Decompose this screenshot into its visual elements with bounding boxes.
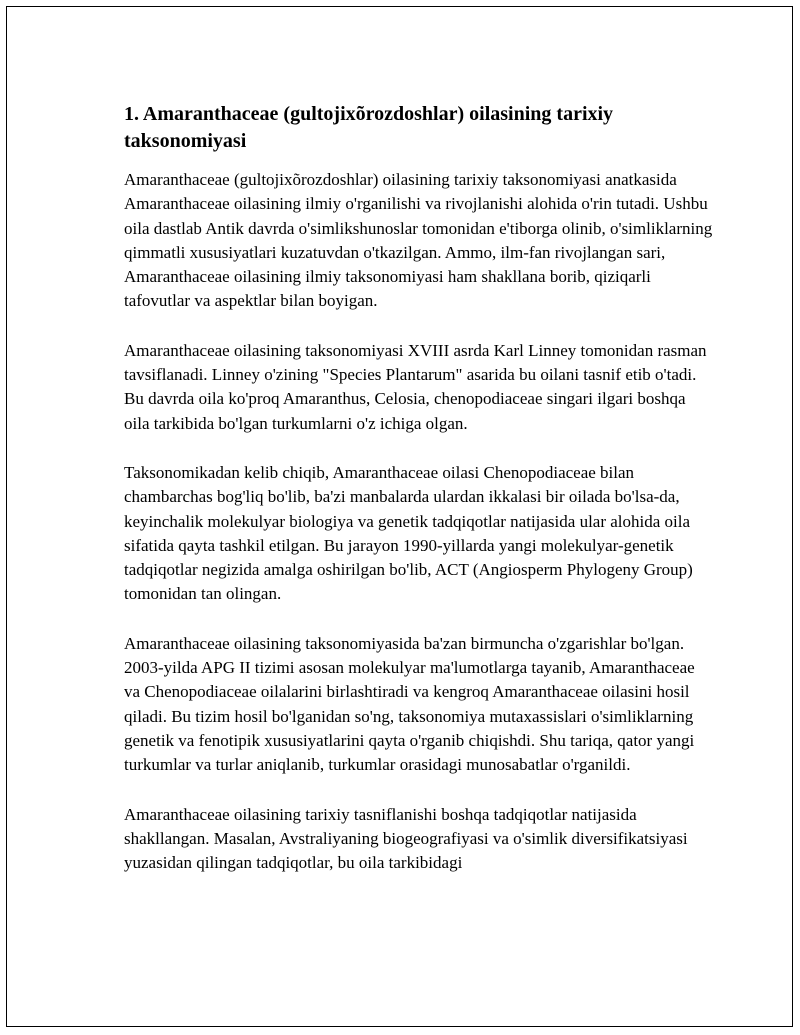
- paragraph-1: Amaranthaceae (gultojixõrozdoshlar) oilasining tarixiy taksonomiyasi anatkasida Amaranthaceae oilasining ilmiy o'rganilishi va rivojlanishi alohida o'rin tutadi. Ushbu oila dastlab Antik davrda o'simlikshunoslar tomonidan e'tiborga olinib, o'simliklarning qimmatli xususiyatlari kuzatuvdan o'tkazilgan. Ammo, ilm-fan rivojlangan sari, Amaranthaceae oilasining ilmiy taksonomiyasi ham shakllana borib, qiziqarli tafovutlar va aspektlar bilan boyigan.: [124, 170, 713, 311]
- paragraph-5: Amaranthaceae oilasining tarixiy tasniflanishi boshqa tadqiqotlar natijasida shakllangan. Masalan, Avstraliyaning biogeografiyasi va o'simlik diversifikatsiyasi yuzasidan qilingan tadqiqotlar, bu oila tarkibidagi: [124, 804, 688, 873]
- paragraph-4: Amaranthaceae oilasining taksonomiyasida ba'zan birmuncha o'zgarishlar bo'lgan. 2003-yilda APG II tizimi asosan molekulyar ma'lumotlarga tayanib, Amaranthaceae va Chenopodiaceae oilalarini birlashtiradi va kengroq Amaranthaceae oilasini hosil qiladi. Bu tizim hosil bo'lganidan so'ng, taksonomiya mutaxassislari o'simliklarning genetik va fenotipik xususiyatlarini qayta o'rganib chiqishdi. Shu tariqa, qator yangi turkumlar va turlar aniqlanib, turkumlar orasidagi munosabatlar o'rganildi.: [124, 633, 695, 775]
- paragraph-2: Amaranthaceae oilasining taksonomiyasi XVIII asrda Karl Linney tomonidan rasman tavsiflanadi. Linney o'zining "Species Plantarum" asarida bu oilani tasnif etib o'tadi. Bu davrda oila ko'proq Amaranthus, Celosia, chenopodiaceae singari ilgari boshqa oila tarkibida bo'lgan turkumlarni o'z ichiga olgan.: [124, 340, 707, 433]
- paragraph-3: Taksonomikadan kelib chiqib, Amaranthaceae oilasi Chenopodiaceae bilan chambarchas bog'liq bo'lib, ba'zi manbalarda ulardan ikkalasi bir oilada bo'lsa-da, keyinchalik molekulyar biologiya va genetik tadqiqotlar natijasida ular alohida oila sifatida qayta tashkil etilgan. Bu jarayon 1990-yillarda yangi molekulyar-genetik tadqiqotlar negizida amalga oshirilgan bo'lib, ACT (Angiosperm Phylogeny Group) tomonidan tan olingan.: [124, 462, 693, 604]
- page-frame: [6, 6, 793, 1027]
- section-heading: 1. Amaranthaceae (gultojixõrozdoshlar) oilasining tarixiy taksonomiyasi: [124, 103, 614, 152]
- document-body: [124, 101, 714, 900]
